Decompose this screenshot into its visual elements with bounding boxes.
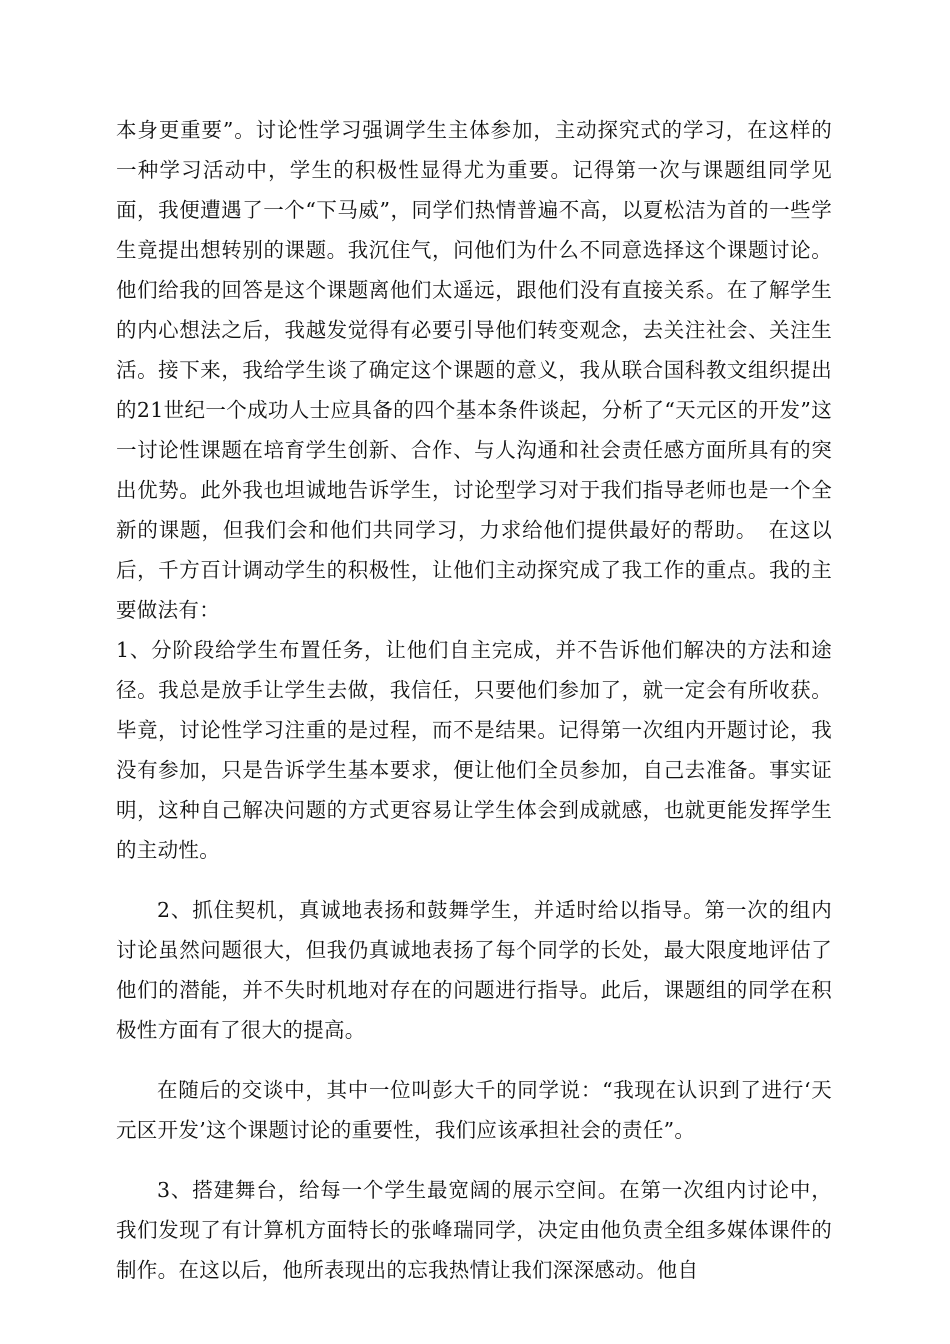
paragraph-point-1: 1、分阶段给学生布置任务，让他们自主完成，并不告诉他们解决的方法和途径。我总是放手让学生去做，我信任，只要他们参加了，就一定会有所收获。毕竟，讨论性学习注重的是过程，而不是结果。记得第一次组内开题讨论，我没有参加，只是告诉学生基本要求，便让他们全员参加，自己去准备。事实证明，这种自己解决问题的方式更容易让学生体会到成就感，也就更能发挥学生的主动性。 [116, 638, 832, 862]
paragraph-point-2: 2、抓住契机，真诚地表扬和鼓舞学生，并适时给以指导。第一次的组内讨论虽然问题很大，但我仍真诚地表扬了每个同学的长处，最大限度地评估了他们的潜能，并不失时机地对存在的问题进行指导。此后，课题组的同学在积极性方面有了很大的提高。 [116, 898, 832, 1042]
document-page [116, 110, 832, 1290]
paragraph-quote: 在随后的交谈中，其中一位叫彭大千的同学说：“我现在认识到了进行‘天元区开发’这个课题讨论的重要性，我们应该承担社会的责任”。 [116, 1078, 832, 1142]
paragraph-point-3: 3、搭建舞台，给每一个学生最宽阔的展示空间。在第一次组内讨论中，我们发现了有计算机方面特长的张峰瑞同学，决定由他负责全组多媒体课件的制作。在这以后，他所表现出的忘我热情让我们深深感动。他自 [116, 1178, 832, 1282]
paragraph-intro: 本身更重要”。讨论性学习强调学生主体参加，主动探究式的学习，在这样的一种学习活动中，学生的积极性显得尤为重要。记得第一次与课题组同学见面，我便遭遇了一个“下马威”，同学们热情普遍不高，以夏松洁为首的一些学生竟提出想转别的课题。我沉住气，问他们为什么不同意选择这个课题讨论。他们给我的回答是这个课题离他们太遥远，跟他们没有直接关系。在了解学生的内心想法之后，我越发觉得有必要引导他们转变观念，去关注社会、关注生活。接下来，我给学生谈了确定这个课题的意义，我从联合国科教文组织提出的21世纪一个成功人士应具备的四个基本条件谈起，分析了“天元区的开发”这一讨论性课题在培育学生创新、合作、与人沟通和社会责任感方面所具有的突出优势。此外我也坦诚地告诉学生，讨论型学习对于我们指导老师也是一个全新的课题，但我们会和他们共同学习，力求给他们提供最好的帮助。 在这以后，千方百计调动学生的积极性，让他们主动探究成了我工作的重点。我的主要做法有： [116, 118, 832, 622]
